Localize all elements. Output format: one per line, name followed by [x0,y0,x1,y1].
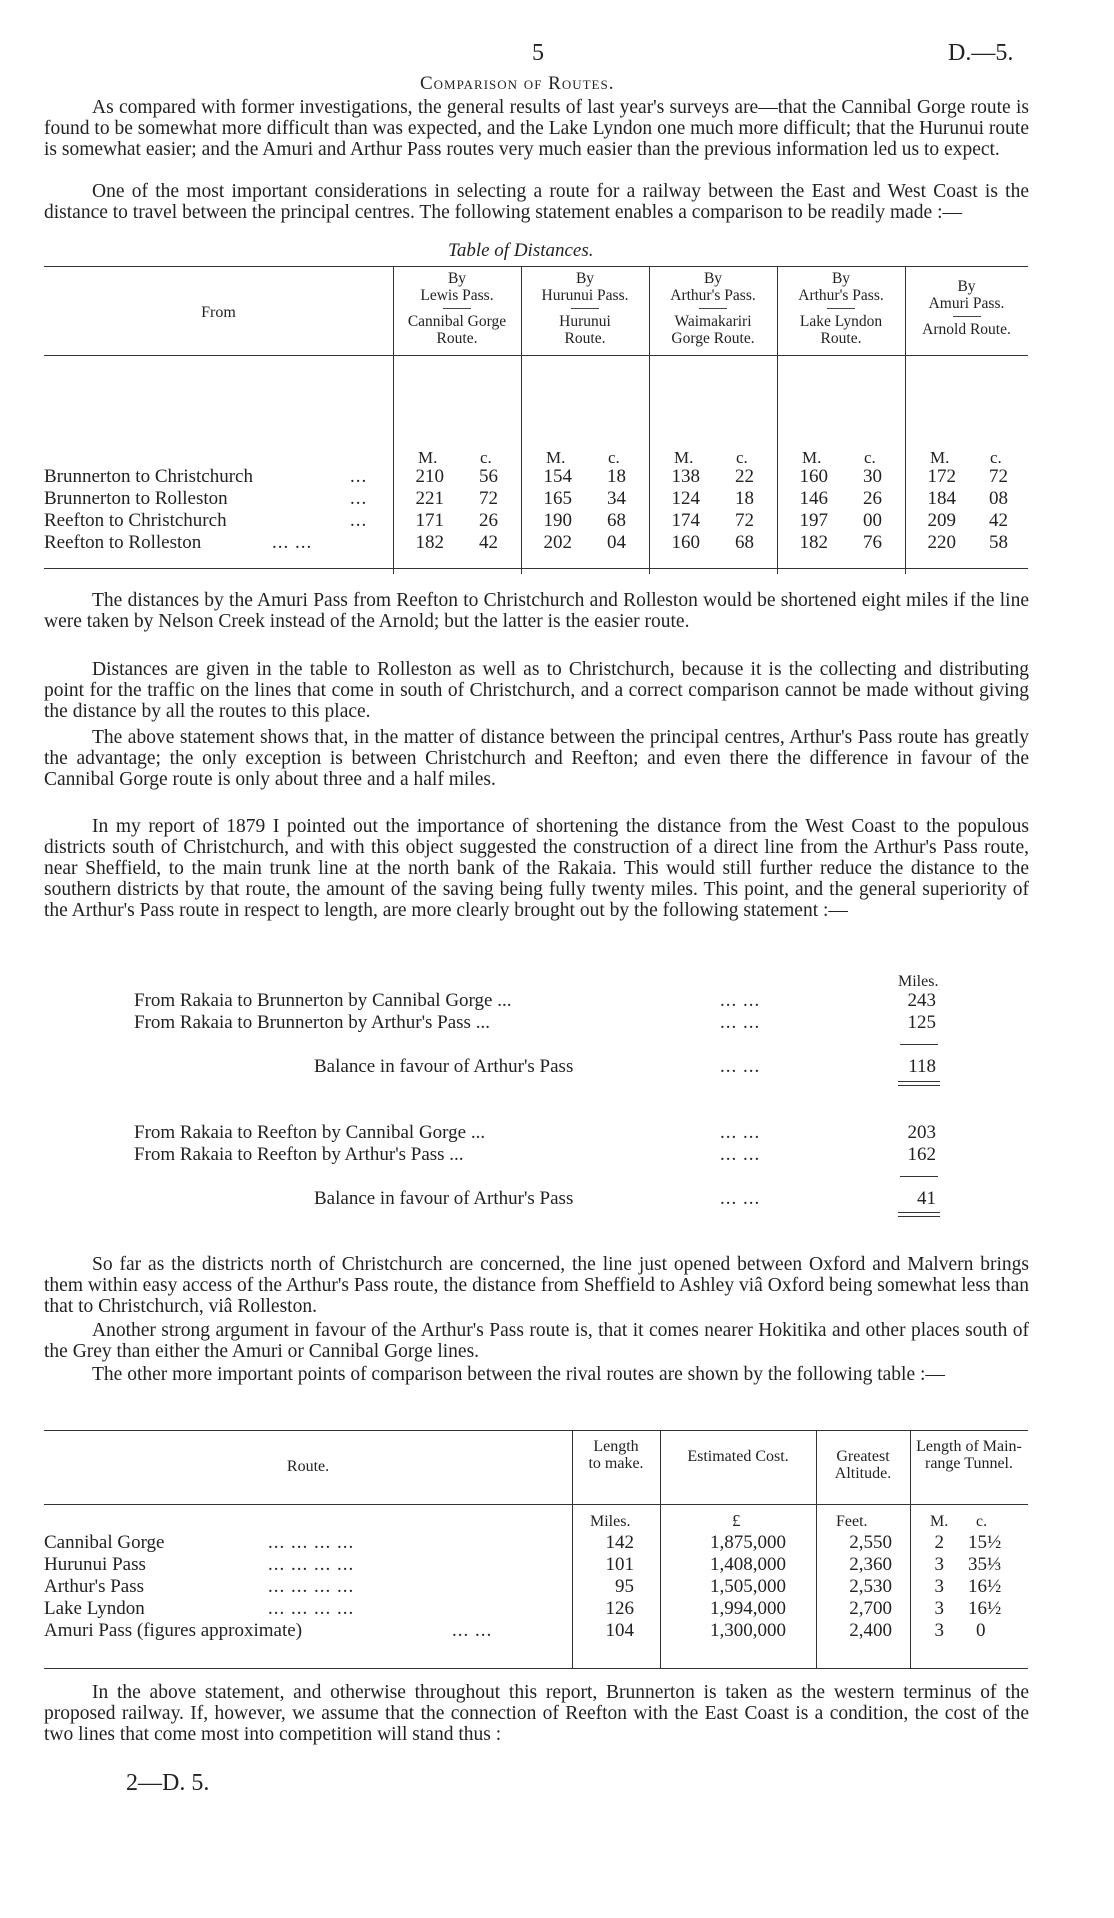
page-number: 5 [532,40,544,66]
unit-m: M. [802,448,822,467]
statement-line: From Rakaia to Reefton by Arthur's Pass ... [134,1144,464,1165]
value-c: 76 [863,532,882,553]
leader-dots: ... ... ... ... [268,1532,355,1553]
column-header: By Amuri Pass. Arnold Route. [922,278,1011,338]
balance-value: 118 [908,1056,936,1077]
value-c: 72 [989,466,1008,487]
paragraph: As compared with former investigations, the general results of last year's surveys are—that the Cannibal Gorge route is found to be somewhat more difficult than was expected, and the Lake Lyndon one much more difficult; that the Hurunui route is somewhat easier; and the Amuri and Arthur Pass routes very much easier than the previous information led us to expect. [44,97,1029,160]
value-m: 171 [415,510,444,531]
value-c: 00 [863,510,882,531]
balance-label: Balance in favour of Arthur's Pass [314,1188,574,1209]
value-m: 209 [927,510,956,531]
tunnel-c-value: 15½ [968,1532,1002,1553]
paragraph: So far as the districts north of Christchurch are concerned, the line just opened between Oxford and Malvern brings them within easy access of the Arthur's Pass route, the distance from Sheffield to Ashley viâ Oxford being somewhat less than that to Christchurch, viâ Rolleston. [44,1254,1029,1317]
length-value: 95 [615,1576,634,1597]
leader-dots: ... ... [452,1620,493,1641]
value-c: 34 [607,488,626,509]
value-c: 04 [607,532,626,553]
altitude-value: 2,700 [849,1598,892,1619]
column-header-route: Route. [286,1458,330,1475]
leader-dots: ... ... [720,1144,761,1165]
tunnel-m-value: 2 [934,1532,944,1553]
value-c: 08 [989,488,1008,509]
value-m: 160 [671,532,700,553]
value-c: 56 [479,466,498,487]
paragraph: In my report of 1879 I pointed out the importance of shortening the distance from the West Coast to the populous districts south of Christchurch, and with this object suggested the construction of a direct line from the Arthur's Pass route, near Sheffield, to the main trunk line at the north bank of the Rakaia. This would still further reduce the distance to the southern districts by that route, the amount of the saving being fully twenty miles. This point, and the general superiority of the Arthur's Pass route in respect to length, are more clearly brought out by the following statement :— [44,816,1029,921]
value-m: 220 [927,532,956,553]
column-header: By Arthur's Pass. Waimakariri Gorge Route. [670,270,756,347]
footer-signature: 2—D. 5. [126,1770,210,1796]
cost-value: 1,408,000 [710,1554,786,1575]
column-header: By Arthur's Pass. Lake Lyndon Route. [798,270,884,347]
route-name: Lake Lyndon [44,1598,145,1619]
column-header-length: Length to make. [588,1438,644,1472]
value-m: 182 [415,532,444,553]
unit-c: c. [608,448,620,467]
value-m: 182 [799,532,828,553]
value-c: 72 [735,510,754,531]
tunnel-m-value: 3 [934,1620,944,1641]
altitude-value: 2,360 [849,1554,892,1575]
miles-unit: Miles. [898,973,939,990]
leader-dots: ... ... [720,1012,761,1033]
table-caption: Table of Distances. [448,240,594,261]
cost-value: 1,994,000 [710,1598,786,1619]
value-m: 190 [543,510,572,531]
leader-dots: ... ... [720,1122,761,1143]
unit-c: c. [480,448,492,467]
paragraph: Another strong argument in favour of the Arthur's Pass route is, that it comes nearer Hokitika and other places south of the Grey than either the Amuri or Cannibal Gorge lines. [44,1320,1029,1362]
paragraph: Distances are given in the table to Rolleston as well as to Christchurch, because it is the collecting and distributing point for the traffic on the lines that come in south of Christchurch, and a correct comparison cannot be made without giving the distance by all the routes to this place. [44,659,1029,722]
value-c: 68 [735,532,754,553]
value-m: 138 [671,466,700,487]
tunnel-m-value: 3 [934,1554,944,1575]
route-name: Amuri Pass (figures approximate) [44,1620,303,1641]
value-c: 68 [607,510,626,531]
paragraph: The above statement shows that, in the matter of distance between the principal centres, Arthur's Pass route has greatly the advantage; the only exception is between Christchurch and Reefton; and even there the difference in favour of the Cannibal Gorge route is only about three and a half miles. [44,727,1029,790]
unit-c: c. [736,448,748,467]
paragraph: In the above statement, and otherwise throughout this report, Brunnerton is taken as the western terminus of the proposed railway. If, however, we assume that the connection of Reefton with the East Coast is a condition, the cost of the two lines that come most into competition will stand thus : [44,1682,1029,1745]
tunnel-c-value: 0 [976,1620,986,1641]
leader-dots: ... ... [272,532,313,553]
length-value: 104 [605,1620,634,1641]
unit-c: c. [864,448,876,467]
column-header-from: From [201,304,236,321]
altitude-value: 2,550 [849,1532,892,1553]
value-m: 210 [415,466,444,487]
tunnel-m-value: 3 [934,1576,944,1597]
value-c: 72 [479,488,498,509]
length-value: 142 [605,1532,634,1553]
value-c: 26 [863,488,882,509]
value-m: 124 [671,488,700,509]
unit-altitude: Feet. [836,1513,868,1530]
unit-m: M. [546,448,566,467]
paragraph: One of the most important considerations in selecting a route for a railway between the East and West Coast is the distance to travel between the principal centres. The following statement enables a comparison to be readily made :— [44,181,1029,223]
length-value: 126 [605,1598,634,1619]
row-label: Reefton to Rolleston [44,532,202,553]
unit-tunnel-c: c. [976,1513,988,1530]
leader-dots: ... [350,466,368,487]
document-reference: D.—5. [948,40,1014,66]
unit-length: Miles. [590,1513,631,1530]
value-m: 221 [415,488,444,509]
paragraph: The distances by the Amuri Pass from Reefton to Christchurch and Rolleston would be shortened eight miles if the line were taken by Nelson Creek instead of the Arnold; but the latter is the easier route. [44,590,1029,632]
cost-value: 1,875,000 [710,1532,786,1553]
value-m: 154 [543,466,572,487]
leader-dots: ... ... ... ... [268,1554,355,1575]
route-name: Cannibal Gorge [44,1532,165,1553]
column-header-tunnel: Length of Main-range Tunnel. [916,1438,1022,1472]
balance-label: Balance in favour of Arthur's Pass [314,1056,574,1077]
value-m: 202 [543,532,572,553]
tunnel-c-value: 35⅓ [968,1554,1002,1575]
paragraph: The other more important points of comparison between the rival routes are shown by the following table :— [92,1364,945,1385]
unit-m: M. [930,448,950,467]
statement-value: 162 [907,1144,936,1165]
length-value: 101 [605,1554,634,1575]
statement-line: From Rakaia to Reefton by Cannibal Gorge ... [134,1122,486,1143]
leader-dots: ... ... ... ... [268,1576,355,1597]
unit-m: M. [418,448,438,467]
statement-line: From Rakaia to Brunnerton by Cannibal Gorge ... [134,990,512,1011]
cost-value: 1,300,000 [710,1620,786,1641]
statement-value: 203 [907,1122,936,1143]
route-name: Arthur's Pass [44,1576,145,1597]
value-m: 165 [543,488,572,509]
value-c: 18 [607,466,626,487]
section-title: Comparison of Routes. [420,73,615,94]
statement-value: 125 [907,1012,936,1033]
value-m: 160 [799,466,828,487]
leader-dots: ... [350,488,368,509]
column-header: By Hurunui Pass. Hurunui Route. [541,270,629,347]
value-c: 18 [735,488,754,509]
column-header-cost: Estimated Cost. [687,1448,789,1465]
row-label: Reefton to Christchurch [44,510,227,531]
value-c: 42 [989,510,1008,531]
route-name: Hurunui Pass [44,1554,146,1575]
value-m: 197 [799,510,828,531]
value-c: 30 [863,466,882,487]
row-label: Brunnerton to Rolleston [44,488,228,509]
altitude-value: 2,400 [849,1620,892,1641]
value-m: 146 [799,488,828,509]
statement-value: 243 [907,990,936,1011]
value-c: 22 [735,466,754,487]
column-header: By Lewis Pass. Cannibal Gorge Route. [407,270,507,347]
leader-dots: ... ... [720,990,761,1011]
balance-value: 41 [917,1188,936,1209]
unit-c: c. [990,448,1002,467]
leader-dots: ... ... [720,1056,761,1077]
value-c: 26 [479,510,498,531]
cost-value: 1,505,000 [710,1576,786,1597]
leader-dots: ... [350,510,368,531]
value-m: 174 [671,510,700,531]
value-c: 58 [989,532,1008,553]
value-m: 172 [927,466,956,487]
tunnel-c-value: 16½ [968,1598,1002,1619]
value-m: 184 [927,488,956,509]
leader-dots: ... ... [720,1188,761,1209]
unit-cost: £ [732,1511,741,1530]
altitude-value: 2,530 [849,1576,892,1597]
value-c: 42 [479,532,498,553]
tunnel-m-value: 3 [934,1598,944,1619]
statement-line: From Rakaia to Brunnerton by Arthur's Pass ... [134,1012,490,1033]
column-header-altitude: Greatest Altitude. [834,1448,892,1482]
unit-tunnel-m: M. [930,1513,949,1530]
row-label: Brunnerton to Christchurch [44,466,253,487]
tunnel-c-value: 16½ [968,1576,1002,1597]
unit-m: M. [674,448,694,467]
leader-dots: ... ... ... ... [268,1598,355,1619]
